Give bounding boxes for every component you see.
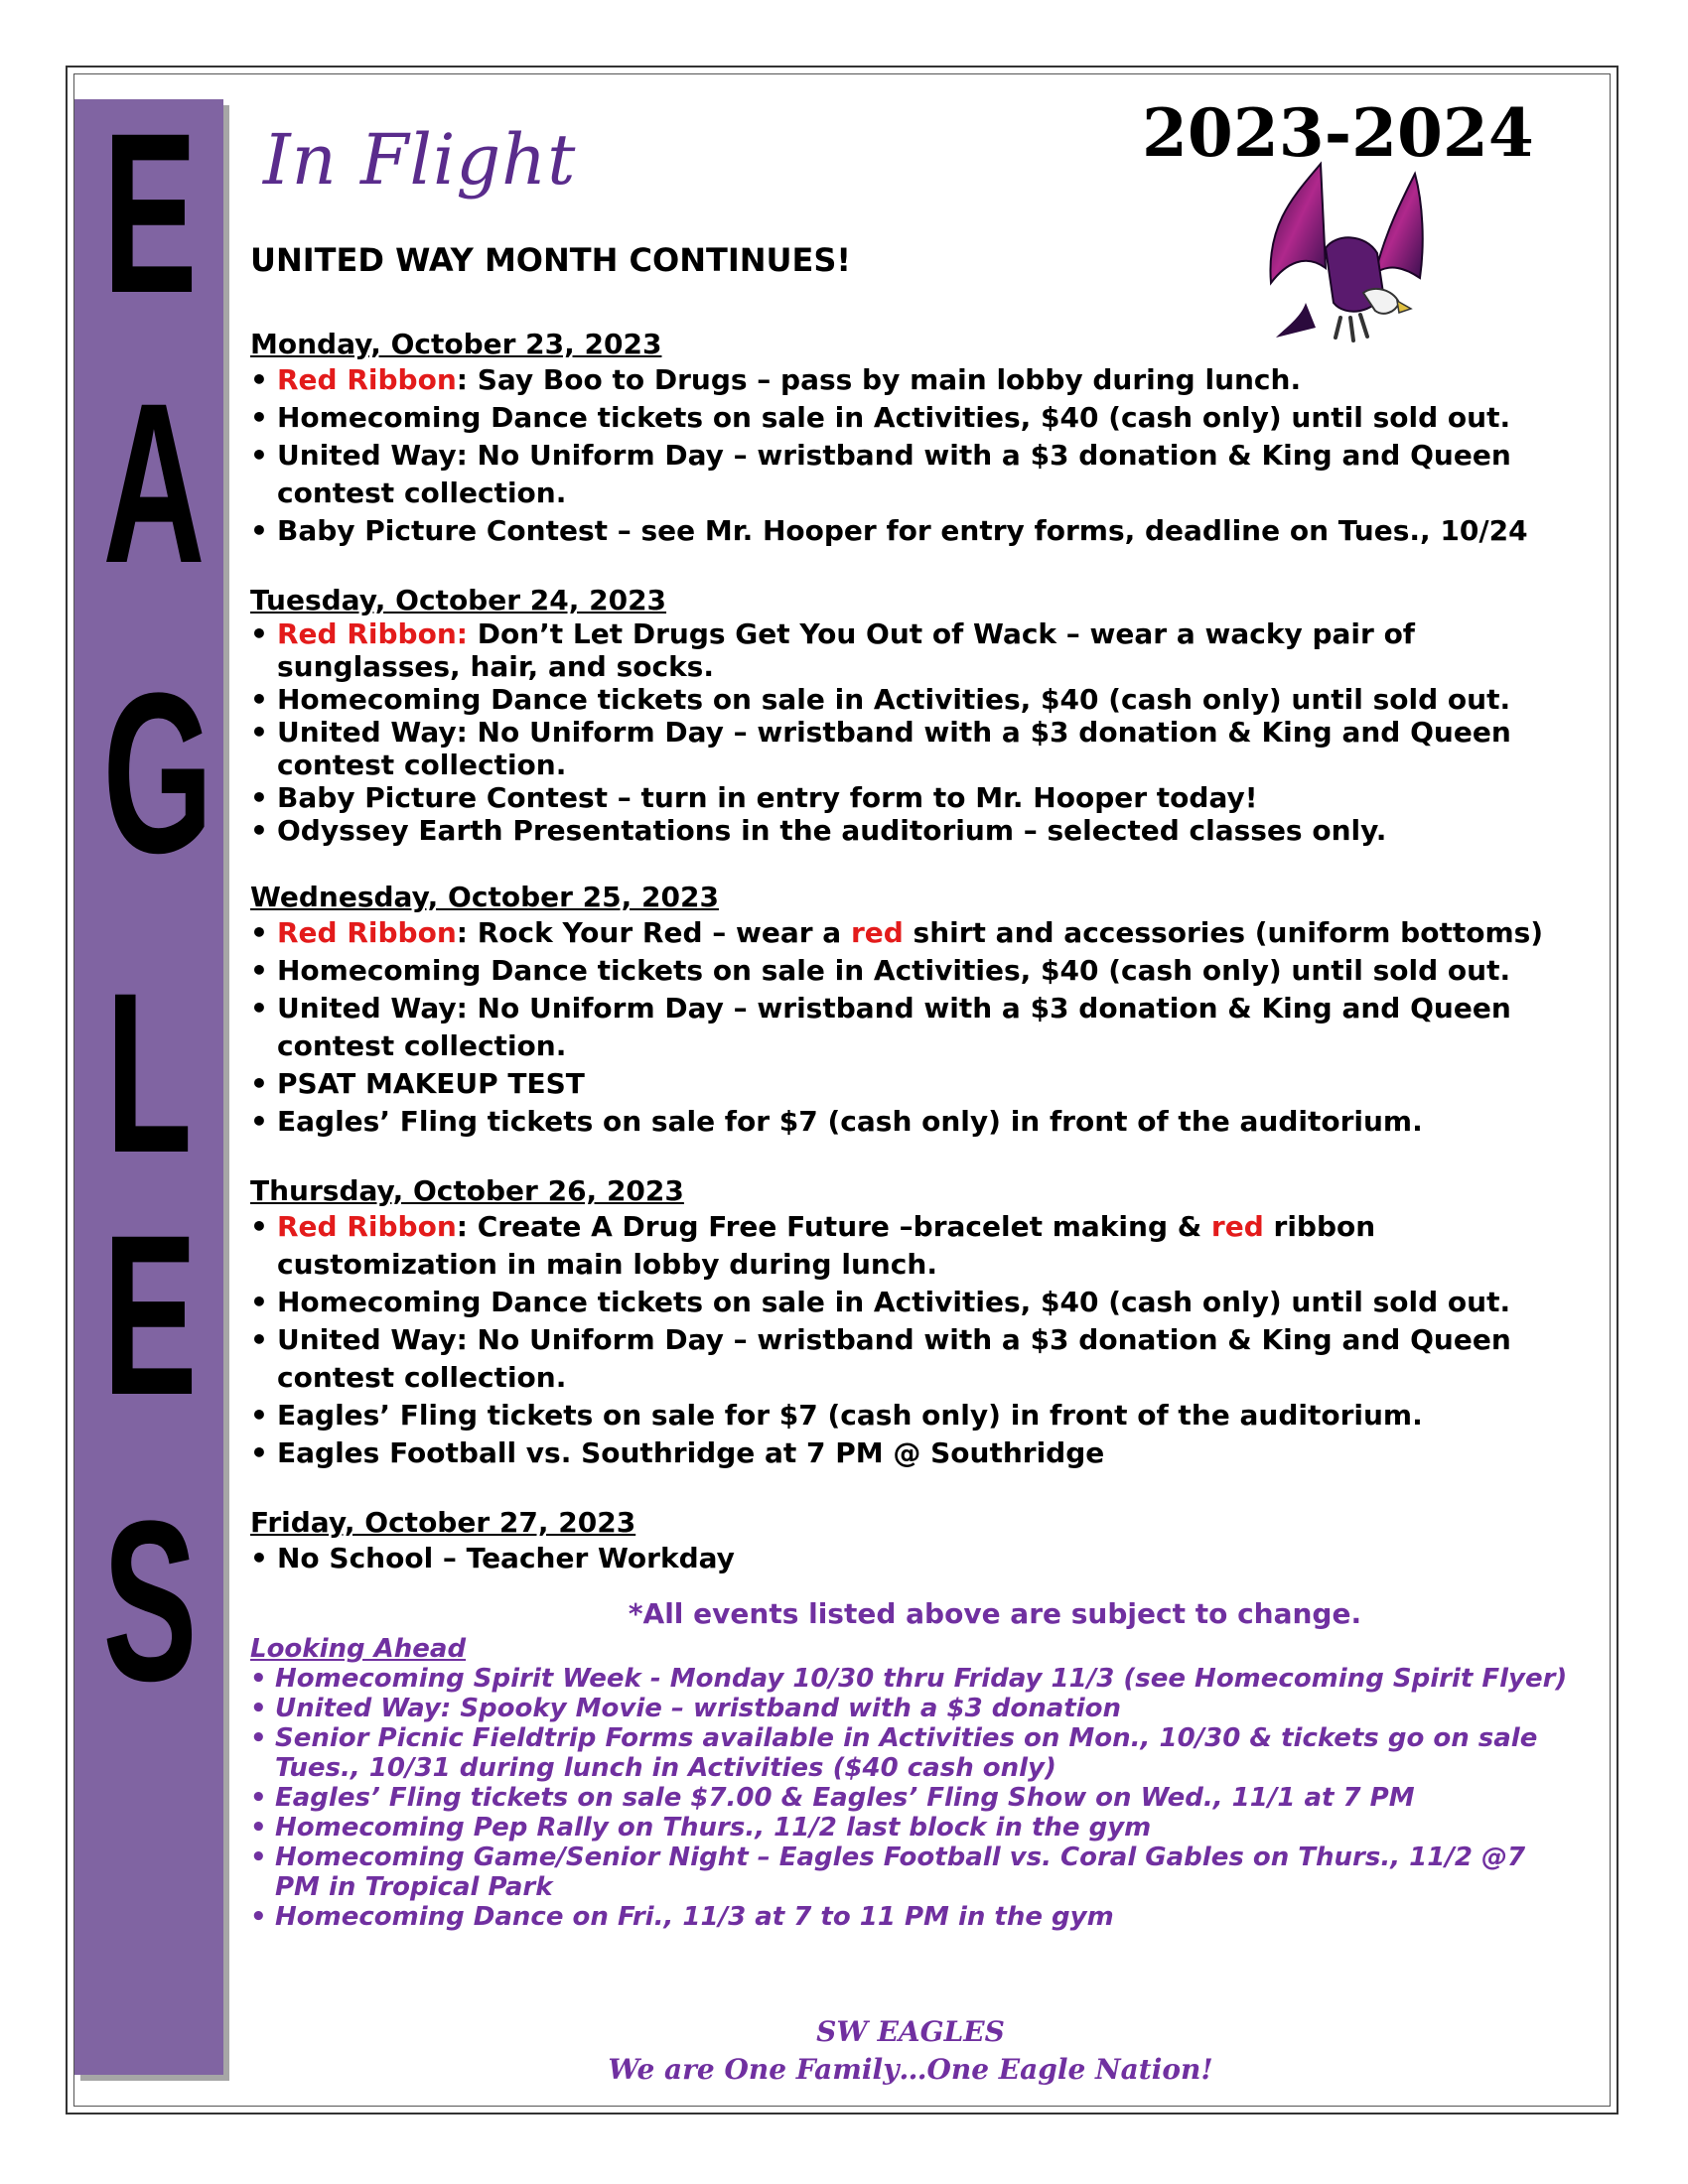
footer-motto: We are One Family…One Eagle Nation! — [608, 2053, 1213, 2086]
day-heading: Thursday, October 26, 2023 — [250, 1174, 684, 1207]
list-item: • Homecoming Game/Senior Night – Eagles Football vs. Coral Gables on Thurs., 11/2 @7 PM in Tropical Park — [250, 1843, 1571, 1902]
looking-ahead-title: Looking Ahead — [250, 1634, 467, 1664]
item-text: Eagles’ Fling tickets on sale for $7 (cash only) in front of the auditorium. — [277, 1399, 1423, 1432]
list-item: • Eagles’ Fling tickets on sale $7.00 & Eagles’ Fling Show on Wed., 11/1 at 7 PM — [250, 1783, 1571, 1813]
list-item: • United Way: Spooky Movie – wristband with a $3 donation — [250, 1694, 1571, 1723]
item-text: Homecoming Dance tickets on sale in Activities, $40 (cash only) until sold out. — [277, 401, 1511, 434]
red-ribbon-label: Red Ribbon: — [277, 617, 468, 650]
item-text: : Say Boo to Drugs – pass by main lobby during lunch. — [456, 363, 1302, 396]
list-item — [250, 716, 1571, 781]
item-text: United Way: No Uniform Day – wristband with a $3 donation & King and Queen contest collection. — [277, 439, 1511, 509]
sidebar-letter: E — [102, 1187, 198, 1442]
day-items — [250, 914, 1571, 1141]
change-notice: *All events listed above are subject to change. — [628, 1597, 1362, 1630]
list-item — [250, 1103, 1571, 1141]
item-text: Homecoming Dance tickets on sale in Activities, $40 (cash only) until sold out. — [277, 683, 1511, 716]
item-text: shirt and accessories (uniform bottoms) — [903, 916, 1544, 949]
sidebar-letter: E — [102, 85, 198, 341]
day-items — [250, 361, 1571, 550]
day-heading: Tuesday, October 24, 2023 — [250, 584, 667, 616]
day-friday — [250, 1506, 1571, 1577]
day-heading: Wednesday, October 25, 2023 — [250, 881, 719, 913]
list-item — [250, 1397, 1571, 1434]
item-text: Don’t Let Drugs Get You Out of Wack – wear a wacky pair of sunglasses, hair, and socks. — [277, 617, 1415, 683]
item-text: Eagles Football vs. Southridge at 7 PM @ Southridge — [277, 1436, 1105, 1469]
day-items — [250, 617, 1571, 847]
school-year: 2023-2024 — [1142, 94, 1534, 172]
eagle-icon — [1266, 154, 1425, 347]
eagles-sidebar — [74, 85, 223, 2075]
list-item — [250, 437, 1571, 512]
list-item — [250, 617, 1571, 683]
list-item: • Homecoming Dance on Fri., 11/3 at 7 to 11 PM in the gym — [250, 1902, 1571, 1932]
list-item — [250, 990, 1571, 1065]
red-ribbon-label: Red Ribbon — [277, 363, 457, 396]
headline: UNITED WAY MONTH CONTINUES! — [250, 241, 851, 279]
list-item — [250, 1284, 1571, 1321]
item-text: PSAT MAKEUP TEST — [277, 1067, 585, 1100]
list-item — [250, 683, 1571, 716]
item-text: Homecoming Dance tickets on sale in Activities, $40 (cash only) until sold out. — [277, 1286, 1511, 1318]
list-item: • Homecoming Pep Rally on Thurs., 11/2 last block in the gym — [250, 1813, 1571, 1843]
day-items — [250, 1208, 1571, 1472]
item-text: Baby Picture Contest – see Mr. Hooper for entry forms, deadline on Tues., 10/24 — [277, 514, 1528, 547]
list-item — [250, 1321, 1571, 1397]
day-thursday — [250, 1174, 1571, 1472]
list-item — [250, 781, 1571, 814]
list-item — [250, 814, 1571, 847]
list-item — [250, 952, 1571, 990]
day-monday — [250, 328, 1571, 550]
sidebar-letter: A — [102, 355, 206, 611]
red-word: red — [1210, 1210, 1264, 1243]
item-text: United Way: No Uniform Day – wristband with a $3 donation & King and Queen contest collection. — [277, 716, 1511, 781]
list-item — [250, 1065, 1571, 1103]
list-item — [250, 399, 1571, 437]
list-item — [250, 914, 1571, 952]
sidebar-letter: G — [102, 645, 213, 900]
list-item: • Homecoming Spirit Week - Monday 10/30 thru Friday 11/3 (see Homecoming Spirit Flyer) — [250, 1664, 1571, 1694]
item-text: United Way: No Uniform Day – wristband with a $3 donation & King and Queen contest collection. — [277, 1323, 1511, 1394]
day-wednesday — [250, 881, 1571, 1141]
red-word: red — [850, 916, 904, 949]
item-text: : Create A Drug Free Future –bracelet making & — [456, 1210, 1211, 1243]
day-heading: Monday, October 23, 2023 — [250, 328, 662, 360]
brand-title: In Flight — [263, 119, 577, 201]
list-item — [250, 512, 1571, 550]
item-text: Odyssey Earth Presentations in the auditorium – selected classes only. — [277, 814, 1387, 847]
list-item — [250, 1540, 1571, 1577]
list-item — [250, 1208, 1571, 1284]
footer-school: SW EAGLES — [816, 2015, 1005, 2048]
item-text: Eagles’ Fling tickets on sale for $7 (cash only) in front of the auditorium. — [277, 1105, 1423, 1138]
day-items — [250, 1540, 1571, 1577]
looking-ahead-list — [250, 1664, 1571, 1932]
item-text: United Way: No Uniform Day – wristband with a $3 donation & King and Queen contest collection. — [277, 992, 1511, 1062]
item-text: No School – Teacher Workday — [277, 1542, 735, 1574]
item-text: ribbon customization in main lobby during lunch. — [277, 1210, 1376, 1281]
item-text: : Rock Your Red – wear a — [456, 916, 851, 949]
day-heading: Friday, October 27, 2023 — [250, 1506, 636, 1539]
item-text: Homecoming Dance tickets on sale in Activities, $40 (cash only) until sold out. — [277, 954, 1511, 987]
red-ribbon-label: Red Ribbon — [277, 916, 457, 949]
list-item — [250, 361, 1571, 399]
sidebar-letter: S — [102, 1473, 198, 1728]
red-ribbon-label: Red Ribbon — [277, 1210, 457, 1243]
sidebar-letter: L — [105, 945, 193, 1200]
item-text: Baby Picture Contest – turn in entry form to Mr. Hooper today! — [277, 781, 1258, 814]
list-item: • Senior Picnic Fieldtrip Forms available in Activities on Mon., 10/30 & tickets go on sale Tues., 10/31 during lunch in Activities ($40 cash only) — [250, 1723, 1571, 1783]
schedule — [250, 328, 1571, 1932]
day-tuesday — [250, 584, 1571, 847]
list-item — [250, 1434, 1571, 1472]
